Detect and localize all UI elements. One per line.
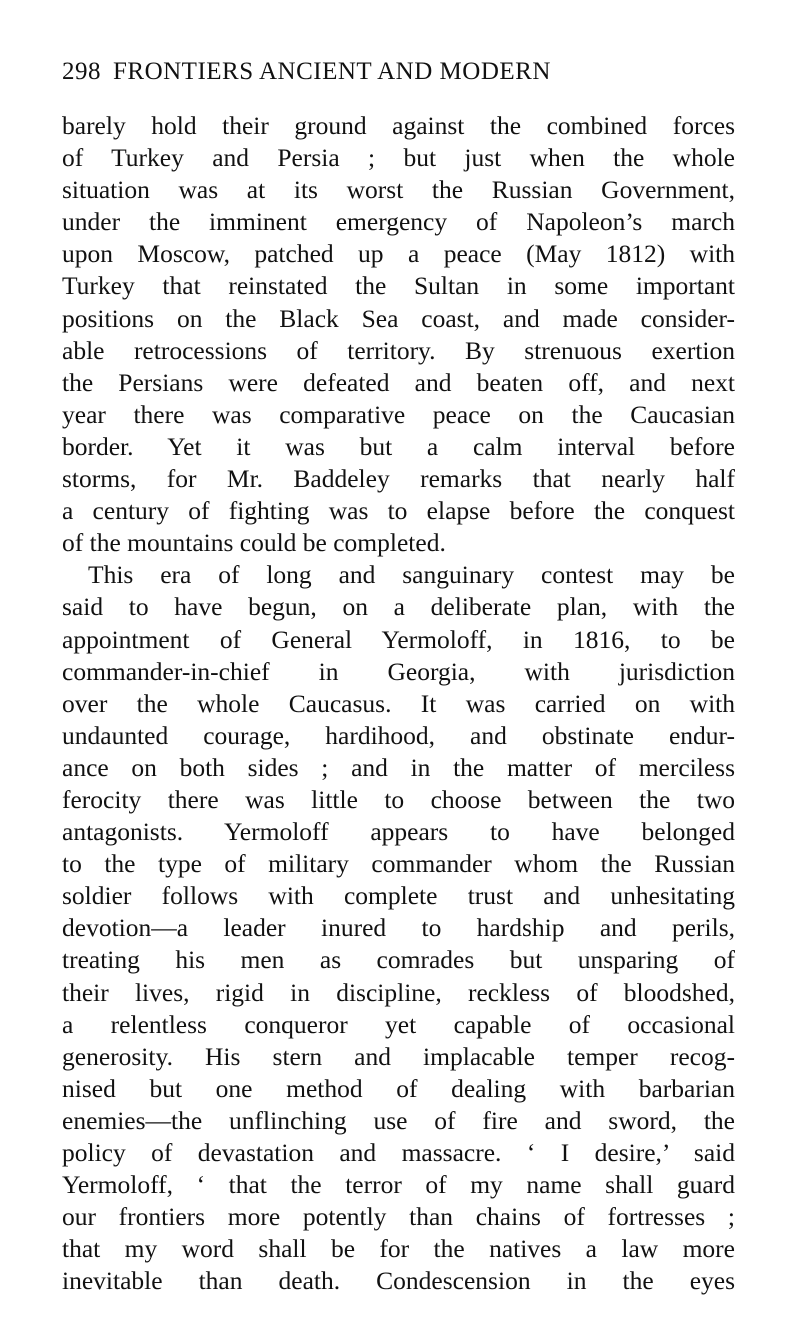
text-line: generosity. His stern and implacable temper recog- — [62, 1041, 735, 1071]
text-line: our frontiers more potently than chains of fortresses ; — [62, 1202, 735, 1232]
text-line: enemies—the unflinching use of fire and sword, the — [62, 1105, 735, 1135]
text-line: soldier follows with complete trust and unhesitating — [62, 881, 735, 911]
page-number: 298 — [62, 58, 101, 85]
text-line: appointment of General Yermoloff, in 1816, to be — [62, 624, 735, 654]
text-line: nised but one method of dealing with barbarian — [62, 1073, 735, 1103]
text-line: storms, for Mr. Baddeley remarks that nearly half — [62, 464, 735, 494]
text-line: devotion—a leader inured to hardship and perils, — [62, 913, 735, 943]
text-line: positions on the Black Sea coast, and made consider- — [62, 303, 735, 333]
text-line: commander-in-chief in Georgia, with jurisdiction — [62, 656, 735, 686]
text-line: ferocity there was little to choose between the two — [62, 784, 735, 814]
paragraph-start-line: This era of long and sanguinary contest may be — [88, 560, 735, 590]
text-line: to the type of military commander whom the Russian — [62, 849, 735, 879]
text-line: said to have begun, on a deliberate plan, with the — [62, 592, 735, 622]
text-line: policy of devastation and massacre. ‘ I desire,’ said — [62, 1138, 735, 1167]
text-line: year there was comparative peace on the Caucasian — [62, 399, 735, 429]
text-line: able retrocessions of territory. By strenuous exertion — [62, 335, 735, 365]
text-line: Yermoloff, ‘ that the terror of my name shall guard — [62, 1170, 735, 1200]
text-line: a century of fighting was to elapse before the conquest — [62, 496, 735, 526]
text-line: under the imminent emergency of Napoleon’s march — [62, 207, 735, 237]
text-line: the Persians were defeated and beaten off, and next — [62, 367, 735, 397]
body-text — [62, 110, 735, 1297]
text-line: barely hold their ground against the combined forces — [62, 111, 735, 140]
text-line: of Turkey and Persia ; but just when the whole — [62, 143, 735, 173]
text-line: over the whole Caucasus. It was carried on with — [62, 688, 735, 718]
text-line: upon Moscow, patched up a peace (May 1812) with — [62, 239, 735, 269]
text-line: Turkey that reinstated the Sultan in some important — [62, 271, 735, 301]
text-line: a relentless conqueror yet capable of occasional — [62, 1009, 735, 1039]
text-line: inevitable than death. Condescension in the eyes — [62, 1266, 735, 1296]
text-line: antagonists. Yermoloff appears to have belonged — [62, 817, 735, 847]
text-line: treating his men as comrades but unsparing of — [62, 945, 735, 975]
paragraph-end-line: of the mountains could be completed. — [62, 528, 446, 558]
text-line: their lives, rigid in discipline, reckless of bloodshed, — [62, 977, 735, 1007]
text-line: border. Yet it was but a calm interval before — [62, 431, 735, 461]
text-line: that my word shall be for the natives a law more — [62, 1234, 735, 1264]
running-header — [62, 58, 551, 86]
text-line: situation was at its worst the Russian Government, — [62, 175, 735, 205]
text-line: ance on both sides ; and in the matter of merciless — [62, 752, 735, 782]
running-title: FRONTIERS ANCIENT AND MODERN — [113, 58, 551, 85]
text-line: undaunted courage, hardihood, and obstinate endur- — [62, 720, 735, 750]
